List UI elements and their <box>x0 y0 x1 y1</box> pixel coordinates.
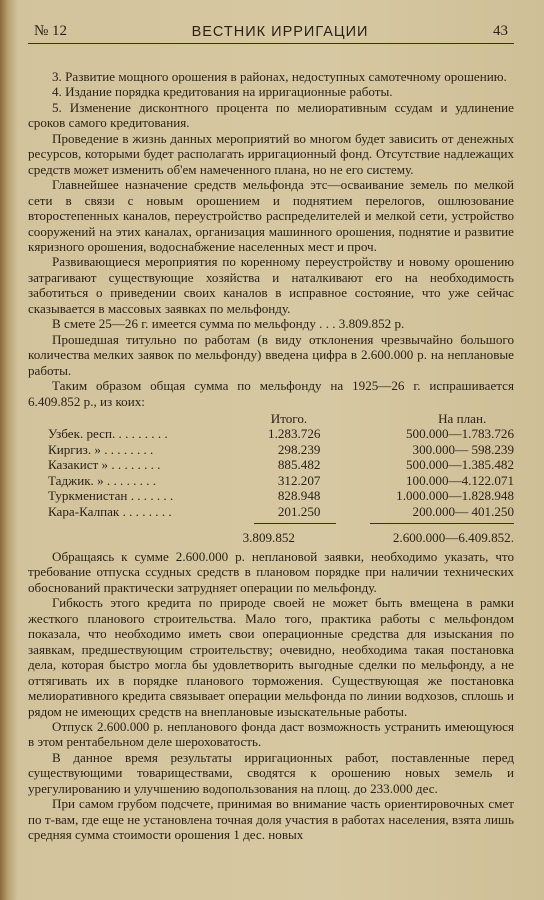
sum-total: 3.809.852 <box>242 530 295 546</box>
page-number: 43 <box>493 23 508 39</box>
table-cell-region: Киргиз. » . . . . . . . . <box>48 441 154 457</box>
paragraph: Прошедшая титульно по работам (в виду отклонения чрезвычайно большого количества мелких заявок по мельфонду) введена цифра в 2.600.000 р. на неплановые работы. <box>28 331 514 378</box>
table-cell-region: Таджик. » . . . . . . . . <box>48 472 157 488</box>
paragraph: При самом грубом подсчете, принимая во внимание часть ориентировочных смет по т-вам, где еще не установлена точная доля участия в работах населения, взята лишь средняя сумма стоимости орошения 1 дес. новых <box>28 796 514 843</box>
table-cell-total: 298.239 <box>277 441 321 457</box>
sum-plan: 2.600.000—6.409.852. <box>392 530 514 546</box>
paragraph: Проведение в жизнь данных мероприятий во многом будет зависить от денежных ресурсов, которыми будет располагать ирригационный фонд. Отсутствие надлежащих средств может изменить об'ем намеченного плана, но не его систему. <box>28 130 514 177</box>
table-cell-total: 201.250 <box>277 503 321 519</box>
paragraph: Обращаясь к сумме 2.600.000 р. неплановой заявки, необходимо указать, что требование отпуска ссудных средств в плановом порядке при наличии технических обоснований практически затрудняет операции по мельфонду. <box>28 549 514 595</box>
table-cell-region: Кара-Калпак . . . . . . . . <box>48 503 172 519</box>
fund-table <box>28 411 514 549</box>
table-row <box>28 473 514 488</box>
table-cell-region: Казакист » . . . . . . . . <box>48 457 161 473</box>
page-header <box>28 0 514 44</box>
paragraph: Главнейшее назначение средств мельфонда этс—осваивание земель по мелкой сети в связи с новым орошением и поднятием перелогов, ошлюзование второстепенных каналов, переустройство распределителей и мелкой сети, устройство сооружений на этих каналах, организация машинного орошения, поднятие и развитие кяризного орошения, водоснабжение населенных мест и проч. <box>28 177 514 254</box>
table-cell-plan: 500.000—1.385.482 <box>405 457 514 473</box>
table-row <box>28 488 514 503</box>
paragraph: 3. Развитие мощного орошения в районах, недоступных самотечному орошению. <box>52 69 507 84</box>
table-cell-plan: 500.000—1.783.726 <box>405 426 514 442</box>
table-header-plan: На план. <box>438 410 487 426</box>
table-row <box>28 442 514 457</box>
table-cell-plan: 200.000— 401.250 <box>412 503 514 519</box>
paragraph: В данное время результаты ирригационных работ, поставленные перед существующими товариществами, сводятся к орошению новых земель и урегулированию и улучшению водопользования на площ. до 233.000 дес. <box>28 749 514 796</box>
table-cell-region: Туркменистан . . . . . . . <box>48 488 174 504</box>
table-header-total: Итого. <box>270 410 308 426</box>
table-cell-total: 828.948 <box>277 488 321 504</box>
table-rows <box>28 426 514 519</box>
paragraph: 5. Изменение дисконтного процента по мелиоративным ссудам и удлинение сроков самого кредитования. <box>28 99 514 131</box>
table-cell-region: Узбек. респ. . . . . . . . . <box>48 426 168 442</box>
table-cell-total: 312.207 <box>277 472 321 488</box>
table-cell-total: 1.283.726 <box>268 426 321 442</box>
table-cell-plan: 1.000.000—1.828.948 <box>396 488 514 504</box>
table-row <box>28 457 514 472</box>
table-cell-total: 885.482 <box>277 457 321 473</box>
table-header-region <box>28 411 188 426</box>
paragraph: Гибкость этого кредита по природе своей не может быть вмещена в рамки жесткого планового строительства. Мало того, практика работы с мельфондом показала, что необходимо иметь свои операционные средства для изыскания по заявкам, предшествующим строительству; очевидно, необходима такая постановка дела, которая быстро могла бы удовлетворить выгодные сделки по мельфонду, а не оттягивать их в порядке планового торможения. Существующая же постановка мелиоративного кредита связывает операции мельфонда по линии водхозов, сплошь и рядом не имеющих средств на внеплановые изыскательные работы. <box>28 595 514 719</box>
paragraph: В смете 25—26 г. имеется сумма по мельфонду . . . 3.809.852 р. <box>52 316 405 332</box>
table-rule <box>28 519 514 527</box>
paragraph: Развивающиеся мероприятия по коренному переустройству и новому орошению затрагивают существующие хозяйства и наталкивают его на необходимость заботиться о приведении своих каналов в исправное состояние, что уже сейчас сказывается в массовых заявках по мельфонду. <box>28 254 514 316</box>
table-row <box>28 504 514 519</box>
paragraph: Таким образом общая сумма по мельфонду на 1925—26 г. испрашивается 6.409.852 р., из коих: <box>28 378 514 409</box>
issue-number: № 12 <box>34 23 68 39</box>
article-body <box>28 44 514 843</box>
paragraphs-bottom <box>28 549 514 843</box>
table-header-row <box>28 411 514 426</box>
table-cell-plan: 100.000—4.122.071 <box>405 472 514 488</box>
table-cell-plan: 300.000— 598.239 <box>412 441 514 457</box>
table-row <box>28 426 514 441</box>
journal-title: ВЕСТНИК ИРРИГАЦИИ <box>191 24 369 40</box>
table-sum-row <box>28 527 514 549</box>
paragraph: Отпуск 2.600.000 р. непланового фонда даст возможность устранить имеющуюся в этом рентабельном деле шероховатость. <box>28 719 514 750</box>
paragraphs-top <box>28 69 514 409</box>
paragraph: 4. Издание порядка кредитования на ирригационные работы. <box>52 84 393 100</box>
